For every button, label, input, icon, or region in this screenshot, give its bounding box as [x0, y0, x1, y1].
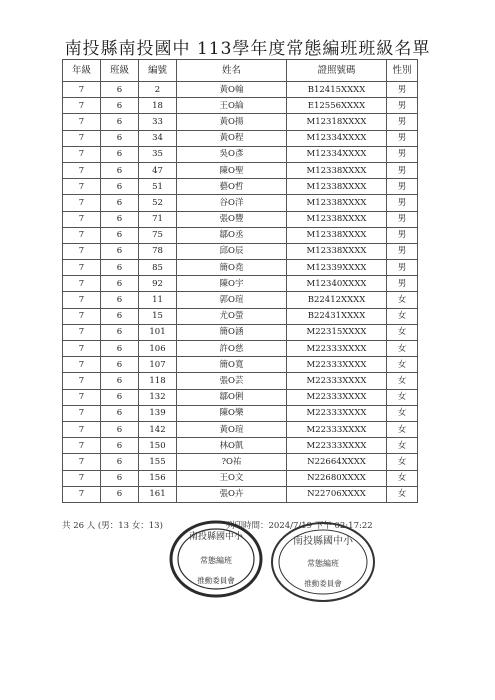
cell-grade: 7 — [63, 357, 101, 373]
cell-class: 6 — [101, 260, 139, 276]
cell-grade: 7 — [63, 324, 101, 340]
table-row — [63, 405, 418, 421]
cell-gender: 男 — [387, 211, 418, 227]
cell-id-number: M12318XXXX — [287, 114, 387, 130]
document-title: 南投縣南投國中 113學年度常態編班班級名單 — [64, 39, 431, 59]
table-row — [63, 82, 418, 98]
cell-name: 黃O翰 — [177, 82, 287, 98]
svg-text:推動委員會: 推動委員會 — [304, 579, 342, 588]
cell-name: 鄒O俐 — [177, 389, 287, 405]
column-header-id-number: 證照號碼 — [287, 60, 387, 82]
column-header-class: 班級 — [101, 60, 139, 82]
cell-class: 6 — [101, 357, 139, 373]
cell-id-number: N22706XXXX — [287, 486, 387, 502]
table-row — [63, 195, 418, 211]
cell-class: 6 — [101, 276, 139, 292]
cell-seat-number: 107 — [139, 357, 177, 373]
cell-grade: 7 — [63, 389, 101, 405]
cell-seat-number: 75 — [139, 227, 177, 243]
cell-gender: 男 — [387, 146, 418, 162]
cell-class: 6 — [101, 389, 139, 405]
cell-id-number: M12338XXXX — [287, 195, 387, 211]
cell-class: 6 — [101, 82, 139, 98]
cell-id-number: M22333XXXX — [287, 438, 387, 454]
cell-class: 6 — [101, 373, 139, 389]
cell-class: 6 — [101, 146, 139, 162]
cell-id-number: M12338XXXX — [287, 179, 387, 195]
cell-seat-number: 33 — [139, 114, 177, 130]
cell-class: 6 — [101, 308, 139, 324]
cell-seat-number: 11 — [139, 292, 177, 308]
cell-name: 簡O涵 — [177, 324, 287, 340]
cell-gender: 男 — [387, 276, 418, 292]
cell-grade: 7 — [63, 292, 101, 308]
cell-gender: 女 — [387, 470, 418, 486]
cell-class: 6 — [101, 179, 139, 195]
cell-seat-number: 161 — [139, 486, 177, 502]
cell-class: 6 — [101, 243, 139, 259]
cell-name: 張O卉 — [177, 486, 287, 502]
cell-grade: 7 — [63, 276, 101, 292]
cell-gender: 女 — [387, 341, 418, 357]
cell-seat-number: 78 — [139, 243, 177, 259]
svg-text:常態編班: 常態編班 — [307, 559, 339, 568]
cell-grade: 7 — [63, 341, 101, 357]
cell-id-number: M12338XXXX — [287, 227, 387, 243]
cell-seat-number: 2 — [139, 82, 177, 98]
cell-gender: 男 — [387, 162, 418, 178]
cell-name: 吳O彥 — [177, 146, 287, 162]
cell-id-number: B12415XXXX — [287, 82, 387, 98]
cell-class: 6 — [101, 162, 139, 178]
cell-id-number: M22333XXXX — [287, 373, 387, 389]
cell-seat-number: 18 — [139, 98, 177, 114]
cell-gender: 男 — [387, 179, 418, 195]
cell-class: 6 — [101, 292, 139, 308]
student-count-summary: 共 26 人 (男：13 女：13) — [62, 521, 163, 531]
cell-seat-number: 142 — [139, 421, 177, 437]
column-header-gender: 性別 — [387, 60, 418, 82]
column-header-name: 姓名 — [177, 60, 287, 82]
cell-gender: 男 — [387, 98, 418, 114]
cell-grade: 7 — [63, 227, 101, 243]
cell-name: 林O凱 — [177, 438, 287, 454]
cell-name: 陳O聖 — [177, 162, 287, 178]
table-row — [63, 389, 418, 405]
cell-seat-number: 150 — [139, 438, 177, 454]
cell-seat-number: 85 — [139, 260, 177, 276]
cell-class: 6 — [101, 130, 139, 146]
cell-name: 許O慈 — [177, 341, 287, 357]
cell-id-number: M12339XXXX — [287, 260, 387, 276]
cell-name: 鄒O丞 — [177, 227, 287, 243]
cell-seat-number: 118 — [139, 373, 177, 389]
cell-gender: 女 — [387, 308, 418, 324]
svg-text:推動委員會: 推動委員會 — [197, 576, 235, 585]
cell-name: 簡O寬 — [177, 357, 287, 373]
cell-seat-number: 35 — [139, 146, 177, 162]
cell-gender: 男 — [387, 130, 418, 146]
cell-name: 王O文 — [177, 470, 287, 486]
cell-id-number: N22680XXXX — [287, 470, 387, 486]
cell-name: 簡O堯 — [177, 260, 287, 276]
cell-name: 張O豐 — [177, 211, 287, 227]
cell-class: 6 — [101, 405, 139, 421]
table-row — [63, 324, 418, 340]
cell-id-number: N22664XXXX — [287, 454, 387, 470]
cell-id-number: M12340XXXX — [287, 276, 387, 292]
cell-grade: 7 — [63, 179, 101, 195]
cell-grade: 7 — [63, 146, 101, 162]
cell-class: 6 — [101, 470, 139, 486]
table-row — [63, 276, 418, 292]
cell-gender: 女 — [387, 373, 418, 389]
svg-text:南投縣國中小: 南投縣國中小 — [188, 532, 244, 542]
cell-id-number: M12338XXXX — [287, 243, 387, 259]
cell-class: 6 — [101, 421, 139, 437]
cell-grade: 7 — [63, 454, 101, 470]
cell-grade: 7 — [63, 438, 101, 454]
cell-gender: 男 — [387, 260, 418, 276]
cell-gender: 女 — [387, 405, 418, 421]
cell-gender: 男 — [387, 195, 418, 211]
cell-grade: 7 — [63, 405, 101, 421]
cell-id-number: M22315XXXX — [287, 324, 387, 340]
committee-seal-stamp-left — [168, 519, 264, 599]
cell-name: 黃O揚 — [177, 114, 287, 130]
cell-id-number: M12334XXXX — [287, 130, 387, 146]
table-row — [63, 146, 418, 162]
cell-name: 黃O程 — [177, 130, 287, 146]
cell-seat-number: 106 — [139, 341, 177, 357]
cell-name: 郭O瑄 — [177, 292, 287, 308]
cell-class: 6 — [101, 324, 139, 340]
cell-seat-number: 15 — [139, 308, 177, 324]
column-header-grade: 年級 — [63, 60, 101, 82]
cell-seat-number: 155 — [139, 454, 177, 470]
cell-id-number: M22333XXXX — [287, 389, 387, 405]
cell-class: 6 — [101, 211, 139, 227]
cell-seat-number: 101 — [139, 324, 177, 340]
cell-name: 尤O螢 — [177, 308, 287, 324]
table-row — [63, 292, 418, 308]
cell-seat-number: 156 — [139, 470, 177, 486]
cell-id-number: M12338XXXX — [287, 211, 387, 227]
cell-id-number: M22333XXXX — [287, 405, 387, 421]
table-row — [63, 243, 418, 259]
cell-gender: 女 — [387, 292, 418, 308]
cell-name: 谷O洋 — [177, 195, 287, 211]
table-row — [63, 162, 418, 178]
cell-id-number: E12556XXXX — [287, 98, 387, 114]
cell-grade: 7 — [63, 211, 101, 227]
cell-gender: 男 — [387, 114, 418, 130]
cell-name: ?O祐 — [177, 454, 287, 470]
cell-gender: 女 — [387, 357, 418, 373]
table-row — [63, 470, 418, 486]
table-row — [63, 98, 418, 114]
cell-name: 黃O瑄 — [177, 421, 287, 437]
cell-gender: 男 — [387, 227, 418, 243]
print-timestamp: 列印時間：2024/7/19 下午 02:17:22 — [226, 521, 373, 531]
cell-seat-number: 51 — [139, 179, 177, 195]
cell-id-number: M12334XXXX — [287, 146, 387, 162]
cell-grade: 7 — [63, 470, 101, 486]
cell-id-number: M22333XXXX — [287, 341, 387, 357]
cell-name: 陳O樂 — [177, 405, 287, 421]
cell-seat-number: 47 — [139, 162, 177, 178]
cell-seat-number: 34 — [139, 130, 177, 146]
cell-name: 張O芸 — [177, 373, 287, 389]
cell-id-number: B22431XXXX — [287, 308, 387, 324]
committee-seal-stamp-right — [269, 520, 377, 604]
cell-grade: 7 — [63, 162, 101, 178]
table-row — [63, 130, 418, 146]
cell-gender: 女 — [387, 389, 418, 405]
cell-gender: 女 — [387, 421, 418, 437]
cell-seat-number: 92 — [139, 276, 177, 292]
cell-gender: 男 — [387, 82, 418, 98]
cell-gender: 女 — [387, 324, 418, 340]
cell-grade: 7 — [63, 260, 101, 276]
table-row — [63, 373, 418, 389]
table-row — [63, 114, 418, 130]
cell-grade: 7 — [63, 98, 101, 114]
cell-seat-number: 139 — [139, 405, 177, 421]
cell-grade: 7 — [63, 243, 101, 259]
cell-name: 王O綸 — [177, 98, 287, 114]
cell-grade: 7 — [63, 308, 101, 324]
table-row — [63, 260, 418, 276]
cell-class: 6 — [101, 454, 139, 470]
table-row — [63, 486, 418, 502]
table-row — [63, 421, 418, 437]
cell-gender: 女 — [387, 486, 418, 502]
table-row — [63, 438, 418, 454]
cell-grade: 7 — [63, 373, 101, 389]
cell-class: 6 — [101, 114, 139, 130]
cell-class: 6 — [101, 486, 139, 502]
cell-grade: 7 — [63, 421, 101, 437]
column-header-seat-number: 編號 — [139, 60, 177, 82]
cell-name: 陳O宇 — [177, 276, 287, 292]
cell-grade: 7 — [63, 195, 101, 211]
cell-grade: 7 — [63, 114, 101, 130]
table-row — [63, 454, 418, 470]
cell-seat-number: 71 — [139, 211, 177, 227]
cell-gender: 男 — [387, 243, 418, 259]
cell-class: 6 — [101, 227, 139, 243]
table-row — [63, 179, 418, 195]
class-roster-table — [62, 59, 418, 503]
table-row — [63, 308, 418, 324]
cell-id-number: B22412XXXX — [287, 292, 387, 308]
table-header-row — [63, 60, 418, 82]
cell-id-number: M12338XXXX — [287, 162, 387, 178]
cell-name: 邱O辰 — [177, 243, 287, 259]
svg-text:南投縣國中小: 南投縣國中小 — [293, 536, 353, 547]
svg-text:常態編班: 常態編班 — [200, 556, 232, 565]
cell-gender: 女 — [387, 454, 418, 470]
table-row — [63, 211, 418, 227]
table-row — [63, 357, 418, 373]
cell-class: 6 — [101, 98, 139, 114]
cell-class: 6 — [101, 438, 139, 454]
cell-id-number: M22333XXXX — [287, 421, 387, 437]
cell-grade: 7 — [63, 130, 101, 146]
table-row — [63, 227, 418, 243]
cell-name: 藝O哲 — [177, 179, 287, 195]
table-row — [63, 341, 418, 357]
cell-grade: 7 — [63, 82, 101, 98]
cell-grade: 7 — [63, 486, 101, 502]
cell-class: 6 — [101, 195, 139, 211]
cell-gender: 女 — [387, 438, 418, 454]
cell-seat-number: 132 — [139, 389, 177, 405]
cell-id-number: M22333XXXX — [287, 357, 387, 373]
cell-class: 6 — [101, 341, 139, 357]
cell-seat-number: 52 — [139, 195, 177, 211]
